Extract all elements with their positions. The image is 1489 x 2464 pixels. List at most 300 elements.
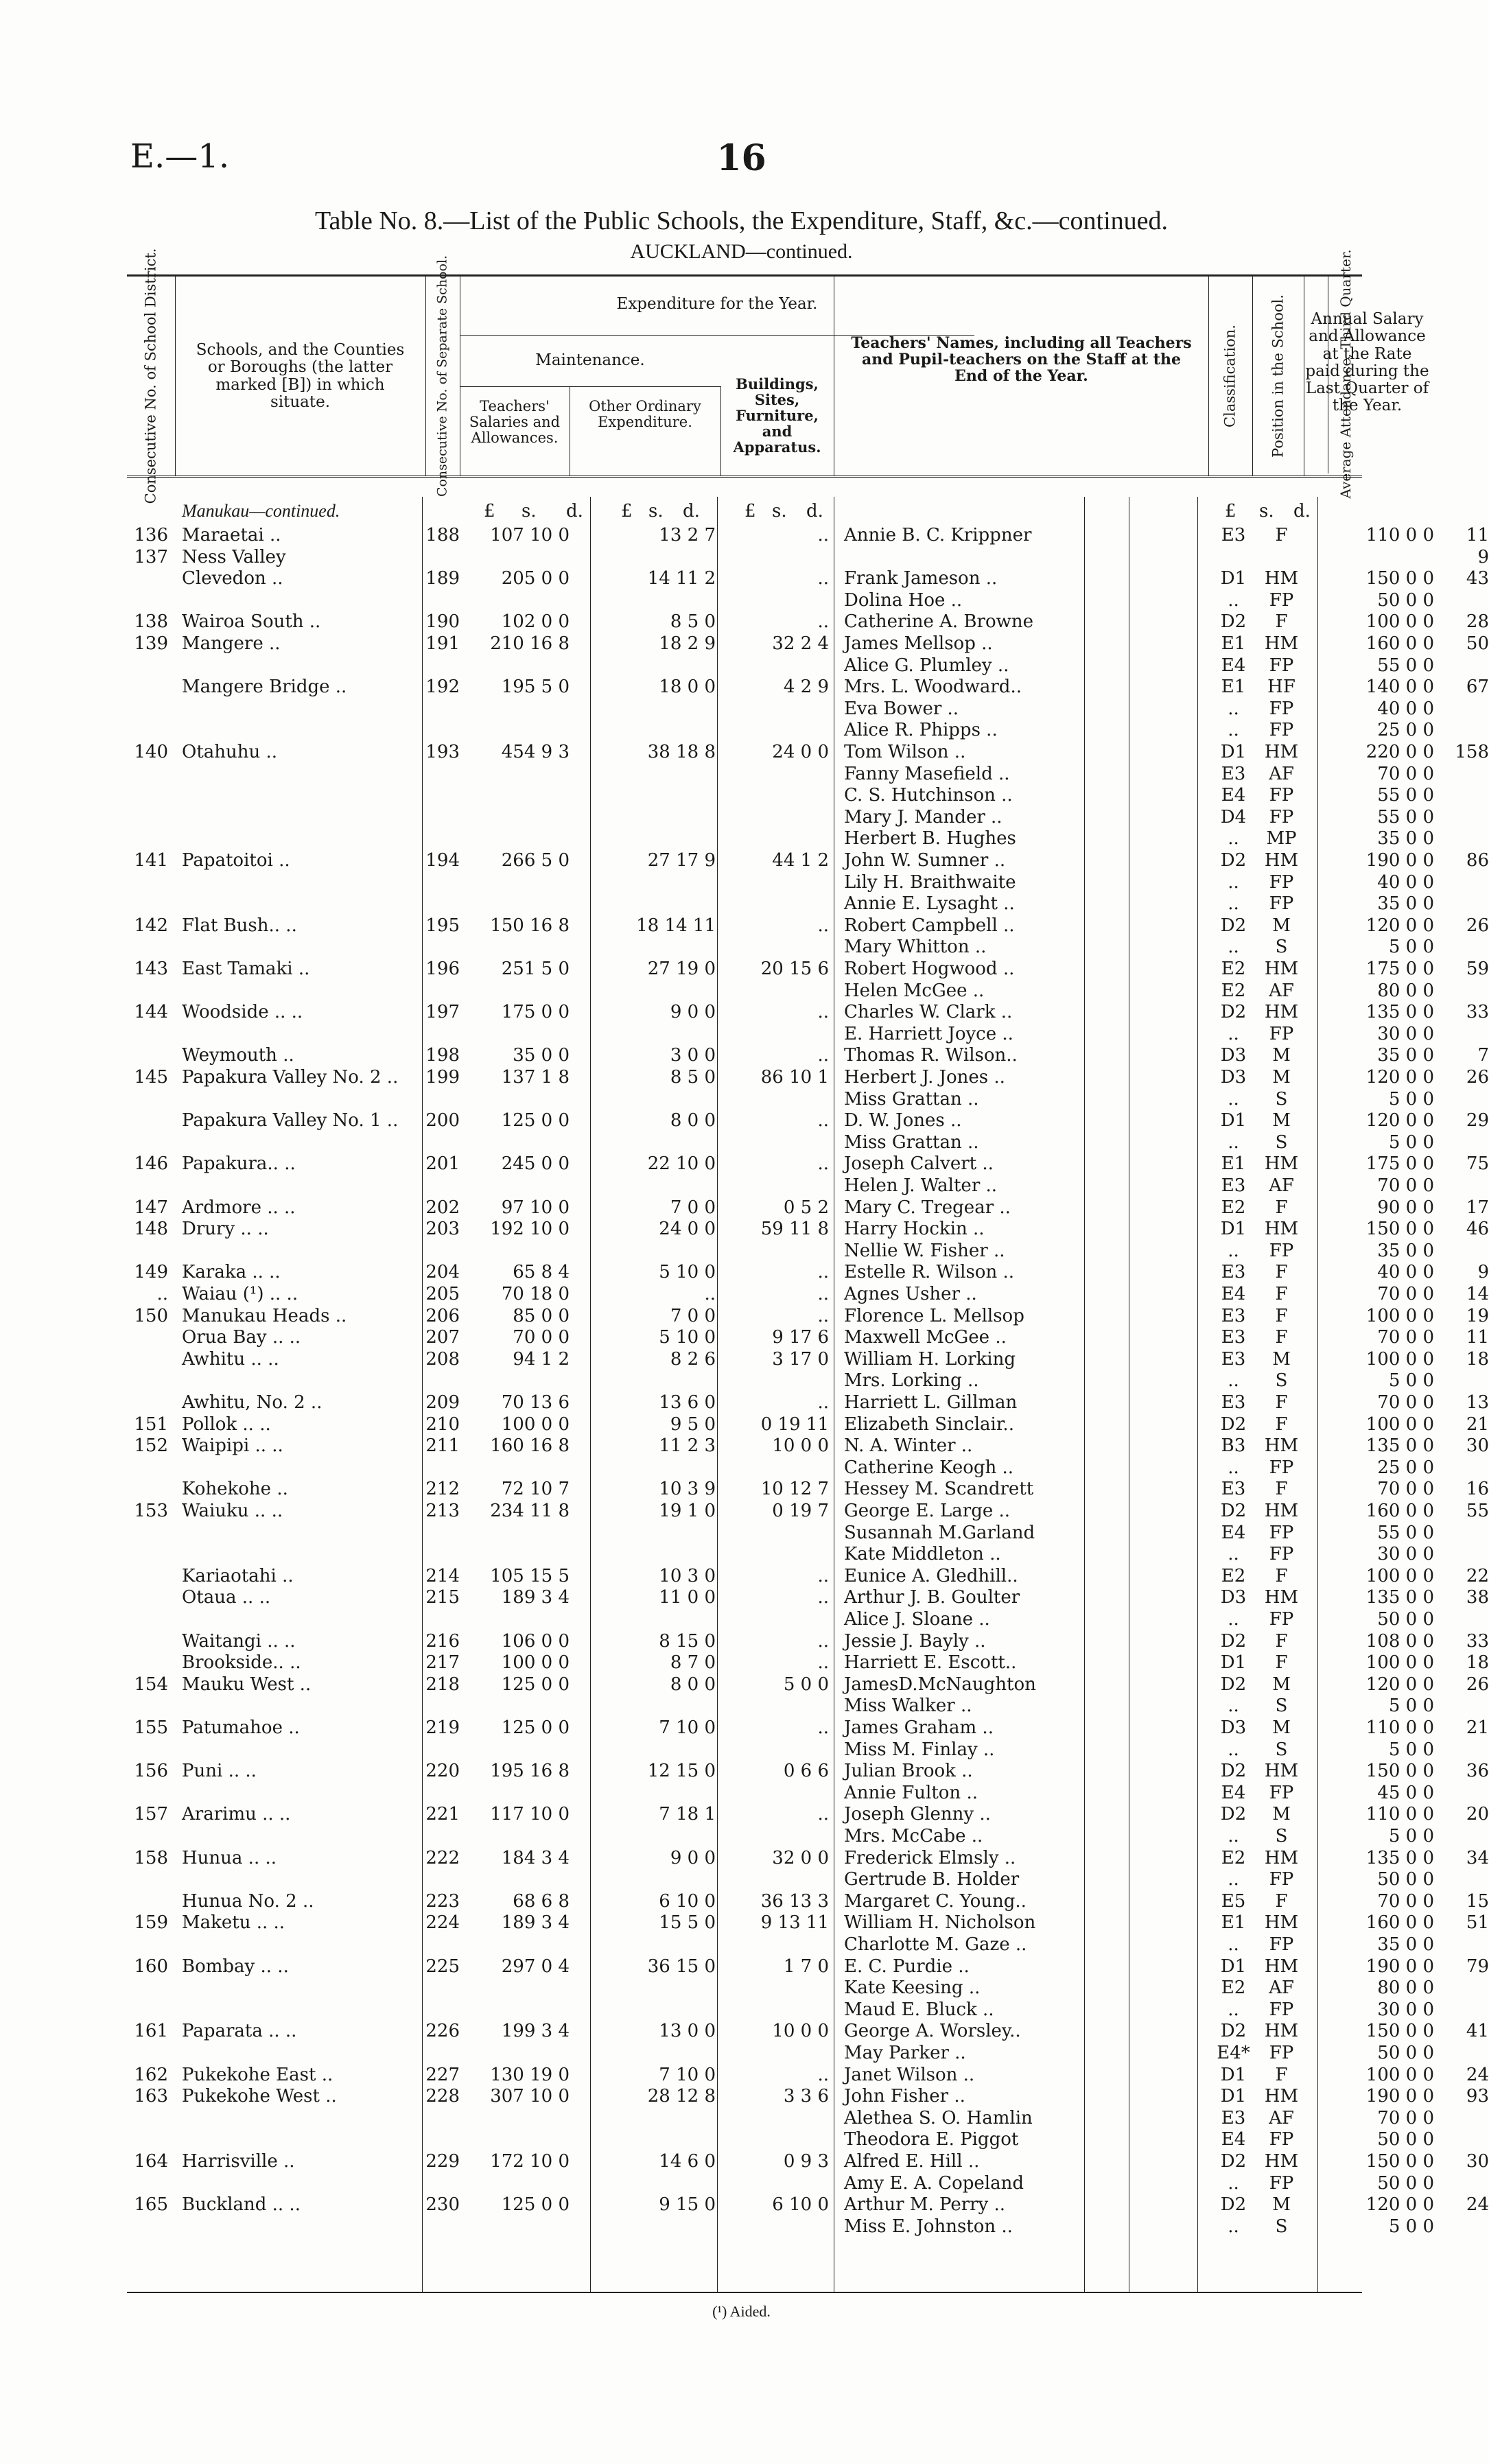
cell-teacher-name: Miss Grattan .. xyxy=(844,1088,979,1110)
cell-position: HM xyxy=(1264,1002,1299,1023)
cell-salaries xyxy=(460,1695,570,1717)
cell-buildings xyxy=(719,1977,829,1999)
cell-position: HM xyxy=(1264,633,1299,654)
cell-salaries xyxy=(460,1977,570,1999)
cell-position: FP xyxy=(1269,1999,1294,2020)
cell-salaries xyxy=(460,1825,570,1847)
cell-other-expenditure xyxy=(572,1977,716,1999)
cell-position: HM xyxy=(1264,568,1299,589)
cell-separate-no: 200 xyxy=(425,1110,460,1131)
cell-other-expenditure xyxy=(572,1457,716,1479)
header-district-no: Consecutive No. of School District. xyxy=(127,277,176,476)
page-header xyxy=(130,137,1352,178)
unit-d: d. xyxy=(566,501,583,521)
cell-other-expenditure xyxy=(572,1782,716,1804)
cell-other-expenditure xyxy=(572,2216,716,2238)
cell-buildings: .. xyxy=(817,1587,829,1608)
cell-separate-no: 195 xyxy=(425,915,460,936)
cell-school-name: Pollok .. .. xyxy=(182,1413,271,1435)
cell-attendance xyxy=(1444,1977,1489,1999)
cell-other-expenditure: 12 15 0 xyxy=(647,1761,716,1782)
cell-position: FP xyxy=(1269,1023,1294,1044)
cell-teacher-name: N. A. Winter .. xyxy=(844,1435,973,1457)
header-maintenance: Maintenance. xyxy=(535,351,645,369)
cell-position: HM xyxy=(1264,1435,1299,1457)
cell-salary: 30 0 0 xyxy=(1377,1999,1434,2020)
cell-salaries: 195 5 0 xyxy=(501,677,570,698)
table-row xyxy=(127,1326,1489,1348)
table-row xyxy=(127,1305,1489,1327)
table-row xyxy=(127,611,1489,633)
cell-district-no: 159 xyxy=(134,1912,168,1934)
cell-separate-no xyxy=(425,2216,460,2238)
cell-district-no: 156 xyxy=(134,1761,168,1782)
cell-classification: .. xyxy=(1228,1869,1239,1890)
cell-classification: E4 xyxy=(1221,1782,1246,1803)
cell-position: FP xyxy=(1269,785,1294,806)
cell-other-expenditure: 24 0 0 xyxy=(659,1219,716,1240)
cell-classification: E2 xyxy=(1221,959,1246,979)
cell-district-no xyxy=(127,1868,168,1890)
cell-salary: 190 0 0 xyxy=(1365,2086,1434,2107)
table-row xyxy=(127,567,1489,589)
page-number: 16 xyxy=(716,137,766,179)
cell-separate-no xyxy=(425,2128,460,2150)
cell-classification: .. xyxy=(1228,1999,1239,2020)
cell-teacher-name: Jessie J. Bayly .. xyxy=(844,1630,986,1652)
cell-school-name: Papakura Valley No. 1 .. xyxy=(182,1110,399,1131)
cell-salary: 135 0 0 xyxy=(1365,1847,1434,1868)
cell-other-expenditure: 14 11 2 xyxy=(647,568,716,589)
cell-other-expenditure: 7 18 1 xyxy=(659,1804,716,1825)
header-separate-no: Consecutive No. of Separate School. xyxy=(425,277,460,476)
cell-salaries: 205 0 0 xyxy=(501,568,570,589)
table-row xyxy=(127,1825,1434,1847)
cell-other-expenditure: 8 0 0 xyxy=(670,1110,716,1131)
cell-buildings: 3 17 0 xyxy=(772,1348,829,1370)
cell-district-no: 155 xyxy=(134,1717,168,1738)
table-row xyxy=(127,1934,1434,1956)
cell-attendance xyxy=(1444,1370,1489,1392)
cell-buildings xyxy=(719,784,829,806)
table-row xyxy=(127,958,1489,980)
cell-salaries xyxy=(460,1522,570,1544)
cell-other-expenditure xyxy=(572,1240,716,1262)
cell-other-expenditure xyxy=(572,1370,716,1392)
cell-district-no: 145 xyxy=(134,1067,168,1088)
cell-separate-no xyxy=(425,1543,460,1565)
table-row xyxy=(127,1457,1434,1479)
cell-school-name: Puni .. .. xyxy=(182,1761,257,1782)
cell-attendance xyxy=(1444,1131,1489,1153)
cell-school-name xyxy=(182,784,419,806)
cell-other-expenditure: 13 0 0 xyxy=(659,2021,716,2042)
cell-salary: 50 0 0 xyxy=(1377,589,1434,611)
cell-classification: D3 xyxy=(1220,1067,1247,1088)
table-row xyxy=(127,1868,1434,1890)
cell-district-no xyxy=(127,1652,168,1674)
cell-attendance: 36 xyxy=(1466,1761,1489,1782)
table-row xyxy=(127,828,1434,849)
cell-salary: 120 0 0 xyxy=(1365,1110,1434,1131)
cell-position: HM xyxy=(1264,850,1299,871)
cell-classification: D2 xyxy=(1220,1630,1247,1652)
cell-separate-no: 230 xyxy=(425,2194,460,2216)
cell-buildings xyxy=(719,763,829,785)
cell-separate-no: 220 xyxy=(425,1761,460,1782)
cell-salary: 70 0 0 xyxy=(1377,763,1434,784)
cell-district-no: 165 xyxy=(134,2194,168,2216)
cell-other-expenditure xyxy=(572,806,716,828)
table-title: Table No. 8.—List of the Public Schools, the Expenditure, Staff, &c.—continued. xyxy=(314,207,1169,235)
table-row xyxy=(127,1543,1434,1565)
cell-school-name: Woodside .. .. xyxy=(182,1002,303,1023)
cell-other-expenditure: 9 0 0 xyxy=(670,1002,716,1023)
table-row xyxy=(127,1912,1489,1934)
table-body xyxy=(127,497,1489,2292)
cell-classification: .. xyxy=(1228,937,1239,958)
cell-attendance xyxy=(1444,589,1489,611)
cell-classification: .. xyxy=(1228,2172,1239,2194)
cell-school-name: Clevedon .. xyxy=(182,568,283,589)
cell-salaries: 125 0 0 xyxy=(501,1110,570,1131)
cell-district-no xyxy=(127,871,168,893)
cell-attendance: 13 xyxy=(1466,1392,1489,1413)
cell-classification: D1 xyxy=(1220,568,1247,589)
cell-salary: 120 0 0 xyxy=(1365,2194,1434,2216)
cell-classification: .. xyxy=(1228,589,1239,611)
cell-attendance xyxy=(1444,1240,1489,1262)
table-row xyxy=(127,2085,1489,2107)
cell-salary: 40 0 0 xyxy=(1377,698,1434,719)
cell-classification: .. xyxy=(1228,1696,1239,1717)
cell-attendance: 30 xyxy=(1466,1435,1489,1457)
cell-salaries: 199 3 4 xyxy=(501,2021,570,2042)
cell-school-name xyxy=(182,1543,419,1565)
cell-salary: 190 0 0 xyxy=(1365,1956,1434,1977)
cell-salaries: 72 10 7 xyxy=(501,1479,570,1500)
cell-teacher-name: Julian Brook .. xyxy=(844,1761,973,1782)
cell-salary: 35 0 0 xyxy=(1377,1240,1434,1261)
cell-position: AF xyxy=(1269,2107,1294,2128)
cell-district-no: 150 xyxy=(134,1305,168,1326)
cell-school-name: Papakura Valley No. 2 .. xyxy=(182,1067,399,1088)
cell-district-no xyxy=(127,2107,168,2129)
cell-district-no: 162 xyxy=(134,2064,168,2085)
table-row xyxy=(127,1435,1489,1457)
cell-classification: E3 xyxy=(1221,2107,1246,2128)
cell-attendance xyxy=(1444,1543,1489,1565)
cell-salaries xyxy=(460,1023,570,1045)
cell-salaries: 184 3 4 xyxy=(501,1847,570,1868)
cell-school-name: Hunua No. 2 .. xyxy=(182,1890,314,1912)
cell-buildings: 36 13 3 xyxy=(760,1890,829,1912)
cell-classification: D1 xyxy=(1220,1110,1247,1131)
cell-salaries: 100 0 0 xyxy=(501,1413,570,1435)
cell-other-expenditure xyxy=(572,893,716,915)
cell-buildings xyxy=(719,2216,829,2238)
cell-separate-no: 205 xyxy=(425,1284,460,1304)
cell-district-no: 158 xyxy=(134,1847,168,1868)
cell-position: HM xyxy=(1264,2151,1299,2172)
cell-other-expenditure: 8 5 0 xyxy=(670,1067,716,1088)
cell-district-no xyxy=(127,1739,168,1761)
cell-school-name: Awhitu, No. 2 .. xyxy=(182,1392,323,1413)
cell-attendance: 24 xyxy=(1466,2194,1489,2216)
cell-other-expenditure xyxy=(572,1739,716,1761)
cell-buildings: 59 11 8 xyxy=(760,1219,829,1240)
cell-salary: 100 0 0 xyxy=(1365,1565,1434,1586)
cell-other-expenditure: 18 14 11 xyxy=(636,915,716,936)
cell-classification: D2 xyxy=(1220,1804,1247,1825)
cell-salaries xyxy=(460,2042,570,2064)
cell-buildings xyxy=(719,871,829,893)
cell-district-no xyxy=(127,1543,168,1565)
cell-buildings: 24 0 0 xyxy=(772,742,829,762)
header-schools: Schools, and the Counties or Boroughs (the latter marked [B]) in which situate. xyxy=(175,277,426,476)
cell-district-no xyxy=(127,655,168,677)
cell-salaries xyxy=(460,719,570,741)
cell-teacher-name: Helen McGee .. xyxy=(844,980,985,1001)
cell-classification: E1 xyxy=(1221,1912,1246,1934)
cell-salary: 120 0 0 xyxy=(1365,1067,1434,1088)
cell-buildings xyxy=(719,1131,829,1153)
cell-classification: D1 xyxy=(1220,1652,1247,1674)
cell-district-no xyxy=(127,1565,168,1587)
cell-other-expenditure xyxy=(572,1934,716,1956)
cell-attendance xyxy=(1444,719,1489,741)
cell-salary: 220 0 0 xyxy=(1365,742,1434,762)
cell-salary: 35 0 0 xyxy=(1377,1045,1434,1066)
cell-position: HM xyxy=(1264,742,1299,762)
cell-salaries xyxy=(460,871,570,893)
cell-classification: D3 xyxy=(1220,1717,1247,1738)
cell-separate-no: 223 xyxy=(425,1890,460,1912)
cell-position: S xyxy=(1275,1826,1288,1846)
cell-school-name: Otahuhu .. xyxy=(182,742,278,762)
cell-teacher-name: D. W. Jones .. xyxy=(844,1110,962,1131)
table-row xyxy=(127,1674,1489,1696)
cell-other-expenditure: 15 5 0 xyxy=(659,1912,716,1934)
cell-other-expenditure xyxy=(572,936,716,958)
header-salaries: Teachers' Salaries and Allowances. xyxy=(460,386,570,476)
cell-classification: E1 xyxy=(1221,677,1246,698)
cell-salaries: 117 10 0 xyxy=(490,1804,570,1825)
cell-salaries: 192 10 0 xyxy=(490,1219,570,1240)
cell-teacher-name: Miss Walker .. xyxy=(844,1696,972,1717)
cell-separate-no xyxy=(425,2172,460,2194)
table-row xyxy=(127,2042,1434,2064)
cell-classification: D1 xyxy=(1220,2086,1247,2107)
cell-salaries xyxy=(460,936,570,958)
cell-school-name xyxy=(182,1695,419,1717)
cell-school-name: Ness Valley xyxy=(182,546,286,567)
table-row xyxy=(127,1586,1489,1608)
cell-school-name: Maketu .. .. xyxy=(182,1912,285,1934)
cell-position: FP xyxy=(1269,698,1294,719)
cell-teacher-name: Florence L. Mellsop xyxy=(844,1305,1024,1326)
cell-attendance: 93 xyxy=(1466,2086,1489,2107)
cell-salary: 140 0 0 xyxy=(1365,677,1434,698)
cell-position: FP xyxy=(1269,1934,1294,1955)
cell-other-expenditure: 9 15 0 xyxy=(659,2194,716,2216)
cell-classification: E3 xyxy=(1221,1175,1246,1196)
cell-district-no xyxy=(127,589,168,611)
cell-separate-no: 198 xyxy=(425,1045,460,1066)
cell-salary: 100 0 0 xyxy=(1365,611,1434,633)
cell-separate-no xyxy=(425,936,460,958)
cell-district-no xyxy=(127,1392,168,1413)
cell-teacher-name: Catherine A. Browne xyxy=(844,611,1033,633)
cell-district-no xyxy=(127,1044,168,1066)
cell-salaries xyxy=(460,1370,570,1392)
cell-separate-no: 218 xyxy=(425,1674,460,1695)
cell-attendance: 75 xyxy=(1466,1153,1489,1175)
cell-salaries: 189 3 4 xyxy=(501,1587,570,1608)
cell-separate-no xyxy=(425,1370,460,1392)
cell-other-expenditure: 38 18 8 xyxy=(647,742,716,762)
cell-salaries: 65 8 4 xyxy=(513,1262,570,1283)
cell-salaries xyxy=(460,655,570,677)
cell-school-name xyxy=(182,1868,419,1890)
cell-other-expenditure xyxy=(572,2128,716,2150)
cell-school-name: Drury .. .. xyxy=(182,1219,269,1240)
cell-classification: E4 xyxy=(1221,1284,1246,1304)
cell-salaries: 68 6 8 xyxy=(513,1890,570,1912)
table-row xyxy=(127,1197,1489,1219)
cell-school-name: Ardmore .. .. xyxy=(182,1197,296,1218)
cell-classification: .. xyxy=(1228,1934,1239,1955)
cell-position: S xyxy=(1275,1370,1288,1392)
cell-teacher-name: Eva Bower .. xyxy=(844,698,959,719)
cell-school-name xyxy=(182,1825,419,1847)
cell-separate-no: 221 xyxy=(425,1804,460,1825)
table-row xyxy=(127,2020,1489,2042)
cell-position: M xyxy=(1272,915,1291,936)
cell-position: F xyxy=(1275,1305,1288,1326)
table-row xyxy=(127,1023,1434,1045)
cell-salary: 100 0 0 xyxy=(1365,1305,1434,1326)
table-row xyxy=(127,2194,1489,2216)
cell-school-name xyxy=(182,1934,419,1956)
cell-buildings: .. xyxy=(817,568,829,589)
table-row xyxy=(127,1847,1489,1869)
cell-other-expenditure: 27 19 0 xyxy=(647,959,716,979)
cell-buildings: 5 0 0 xyxy=(783,1674,829,1695)
cell-school-name xyxy=(182,698,419,720)
cell-district-no xyxy=(127,567,168,589)
cell-salaries: 251 5 0 xyxy=(501,959,570,979)
cell-salaries xyxy=(460,2172,570,2194)
cell-buildings: .. xyxy=(817,1284,829,1304)
table-row xyxy=(127,1218,1489,1240)
cell-other-expenditure: 5 10 0 xyxy=(659,1262,716,1283)
cell-position: HM xyxy=(1264,1153,1299,1175)
cell-teacher-name: Robert Hogwood .. xyxy=(844,959,1015,979)
cell-school-name: Mauku West .. xyxy=(182,1674,312,1695)
cell-classification: E4 xyxy=(1221,1522,1246,1543)
cell-other-expenditure: 7 10 0 xyxy=(659,1717,716,1738)
cell-district-no: 142 xyxy=(134,915,168,936)
cell-buildings xyxy=(719,936,829,958)
cell-teacher-name: Robert Campbell .. xyxy=(844,915,1015,936)
cell-other-expenditure: 8 15 0 xyxy=(659,1630,716,1652)
cell-other-expenditure xyxy=(572,1023,716,1045)
cell-salaries xyxy=(460,1088,570,1110)
cell-salary: 45 0 0 xyxy=(1377,1782,1434,1803)
cell-position: S xyxy=(1275,1088,1288,1110)
cell-buildings xyxy=(719,1934,829,1956)
cell-district-no xyxy=(127,893,168,915)
cell-separate-no: 214 xyxy=(425,1565,460,1586)
cell-separate-no: 203 xyxy=(425,1219,460,1240)
cell-buildings xyxy=(719,719,829,741)
cell-school-name: East Tamaki .. xyxy=(182,959,310,979)
cell-separate-no xyxy=(425,1977,460,1999)
cell-position: HM xyxy=(1264,959,1299,979)
cell-position: S xyxy=(1275,2216,1288,2237)
cell-other-expenditure xyxy=(572,655,716,677)
header-other: Other Ordinary Expenditure. xyxy=(570,386,721,476)
cell-teacher-name: May Parker .. xyxy=(844,2043,966,2063)
cell-buildings: .. xyxy=(817,1652,829,1674)
cell-buildings: .. xyxy=(817,1392,829,1413)
cell-separate-no xyxy=(425,719,460,741)
cell-teacher-name: Annie Fulton .. xyxy=(844,1782,978,1803)
cell-attendance xyxy=(1444,828,1489,849)
cell-district-no xyxy=(127,698,168,720)
cell-school-name xyxy=(182,1175,419,1197)
table-row xyxy=(127,936,1434,958)
table-row xyxy=(127,763,1434,785)
table-row xyxy=(127,1131,1434,1153)
cell-buildings: .. xyxy=(817,611,829,633)
cell-other-expenditure xyxy=(572,784,716,806)
cell-attendance: 43 xyxy=(1466,568,1489,589)
cell-position: FP xyxy=(1269,2129,1294,2150)
cell-district-no xyxy=(127,1088,168,1110)
table-row xyxy=(127,849,1489,871)
cell-buildings: 32 2 4 xyxy=(772,633,829,654)
cell-classification: .. xyxy=(1228,1544,1239,1565)
cell-classification: E2 xyxy=(1221,1847,1246,1868)
cell-other-expenditure: 13 6 0 xyxy=(659,1392,716,1413)
cell-separate-no: 226 xyxy=(425,2021,460,2042)
cell-position: M xyxy=(1272,2194,1291,2216)
cell-position: FP xyxy=(1269,1609,1294,1630)
cell-salaries xyxy=(460,980,570,1002)
table-row xyxy=(127,655,1434,677)
cell-teacher-name: Annie B. C. Krippner xyxy=(844,525,1032,545)
cell-attendance: 55 xyxy=(1466,1501,1489,1521)
cell-district-no xyxy=(127,676,168,698)
cell-district-no xyxy=(127,1890,168,1912)
cell-separate-no: 188 xyxy=(425,525,460,545)
cell-district-no: 140 xyxy=(134,742,168,762)
cell-salary: 190 0 0 xyxy=(1365,850,1434,871)
cell-buildings: 9 17 6 xyxy=(772,1327,829,1348)
cell-separate-no: 227 xyxy=(425,2064,460,2085)
cell-separate-no xyxy=(425,1999,460,2021)
cell-buildings xyxy=(719,2128,829,2150)
cell-separate-no xyxy=(425,1608,460,1630)
cell-attendance xyxy=(1444,1023,1489,1045)
cell-attendance xyxy=(1444,2172,1489,2194)
cell-salary: 5 0 0 xyxy=(1388,1088,1434,1110)
cell-salary: 70 0 0 xyxy=(1377,1175,1434,1196)
cell-district-no xyxy=(127,2042,168,2064)
cell-attendance: 11 xyxy=(1466,525,1489,545)
